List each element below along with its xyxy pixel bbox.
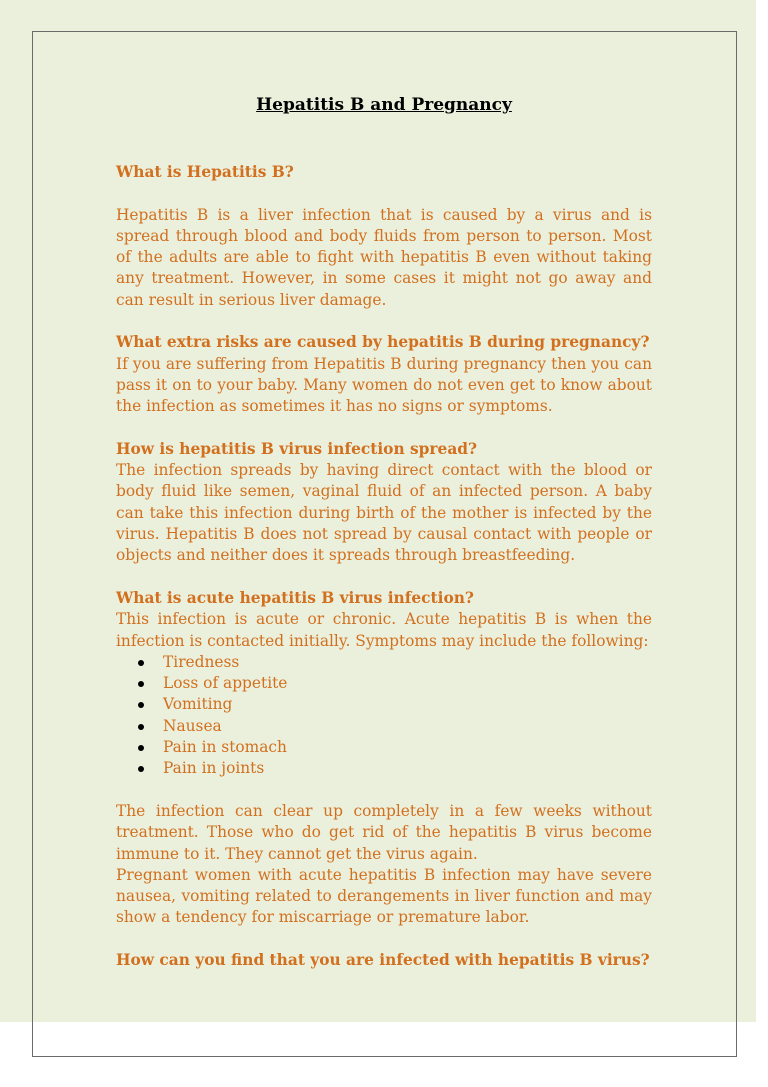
section-body-acute-pregnant: Pregnant women with acute hepatitis B infection may have severe nausea, vomiting related to derangements in liver function and may show a tendency for miscarriage or premature labor. xyxy=(116,865,652,927)
section-body-how-spread: The infection spreads by having direct contact with the blood or body fluid like semen, vaginal fluid of an infected person. A baby can take this infection during birth of the mother is infected by the virus. Hepatitis B does not spread by causal contact with people or objects and neither does it spreads through breastfeeding. xyxy=(116,461,652,565)
section-heading-extra-risks: What extra risks are caused by hepatitis B during pregnancy? xyxy=(116,333,650,352)
page-title: Hepatitis B and Pregnancy xyxy=(256,95,512,115)
list-item: Vomiting xyxy=(163,694,652,715)
document-body xyxy=(116,90,652,971)
bullet-icon xyxy=(138,745,144,751)
section-intro-acute-infection: This infection is acute or chronic. Acute hepatitis B is when the infection is contacted initially. Symptoms may include the following: xyxy=(116,610,652,650)
section-body-acute-clear-up: The infection can clear up completely in a few weeks without treatment. Those who do get rid of the hepatitis B virus become immune to it. They cannot get the virus again. xyxy=(116,801,652,863)
section-heading-what-is-hepatitis-b: What is Hepatitis B? xyxy=(116,163,294,181)
bullet-icon xyxy=(138,660,144,666)
section-heading-how-to-find: How can you find that you are infected with hepatitis B virus? xyxy=(116,950,650,969)
bullet-icon xyxy=(138,681,144,687)
bullet-icon xyxy=(138,724,144,730)
symptom-list xyxy=(116,652,652,780)
section-body-extra-risks: If you are suffering from Hepatitis B during pregnancy then you can pass it on to your baby. Many women do not even get to know about the infection as sometimes it has no signs or symptoms. xyxy=(116,354,652,416)
list-item: Tiredness xyxy=(163,652,652,673)
list-item: Pain in joints xyxy=(163,758,652,779)
bullet-icon xyxy=(138,702,144,708)
section-heading-how-spread: How is hepatitis B virus infection spread? xyxy=(116,439,478,458)
list-item: Nausea xyxy=(163,716,652,737)
list-item: Pain in stomach xyxy=(163,737,652,758)
list-item: Loss of appetite xyxy=(163,673,652,694)
section-heading-acute-infection: What is acute hepatitis B virus infection? xyxy=(116,588,474,607)
section-body-what-is-hepatitis-b: Hepatitis B is a liver infection that is caused by a virus and is spread through blood and body fluids from person to person. Most of the adults are able to fight with hepatitis B even without taking any treatment. However, in some cases it might not go away and can result in serious liver damage. xyxy=(116,205,652,309)
bullet-icon xyxy=(138,766,144,772)
